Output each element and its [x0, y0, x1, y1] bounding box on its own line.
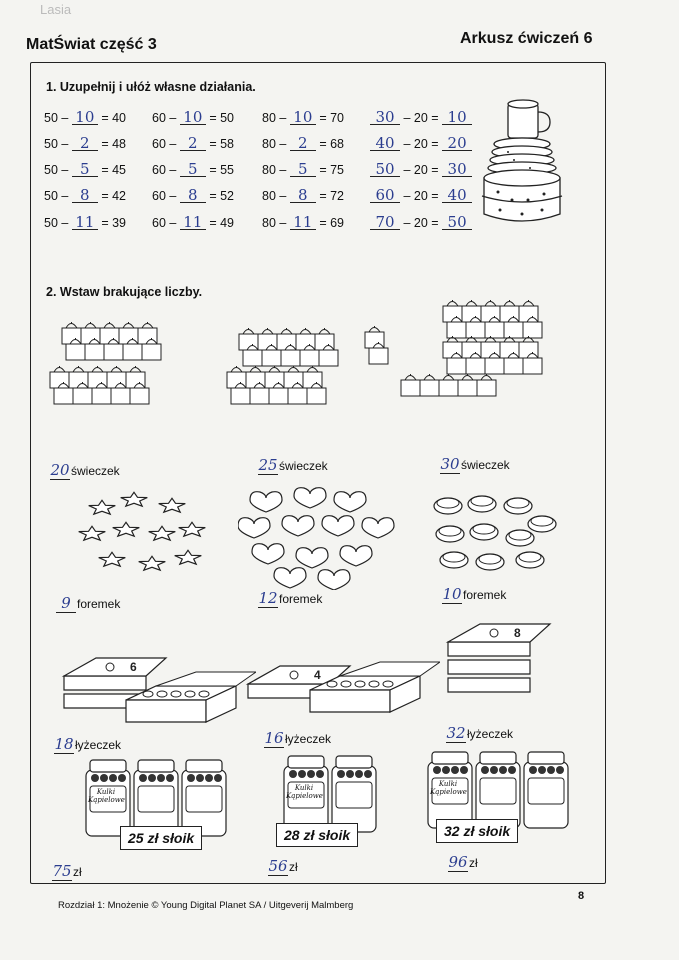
result: = 69	[319, 216, 344, 230]
result: = 72	[319, 189, 344, 203]
minuend: 80 –	[262, 163, 287, 177]
minuend: 50 –	[44, 111, 69, 125]
jar-total-2	[268, 857, 298, 876]
pencil-name: Lasia	[40, 2, 72, 17]
result: = 58	[209, 137, 234, 151]
result: = 49	[209, 216, 234, 230]
task1-title: 1. Uzupełnij i ułóż własne działania.	[46, 80, 256, 94]
box-count: 6	[130, 660, 137, 674]
answer-number[interactable]: 30	[440, 455, 460, 473]
book-title: MatŚwiat część 3	[26, 36, 157, 53]
caption-label: świeczek	[279, 459, 328, 473]
minuend-blank[interactable]: 40	[370, 136, 400, 151]
answer-number[interactable]: 16	[264, 729, 284, 747]
candles-caption-3	[440, 455, 510, 474]
spoons-caption-1	[54, 735, 121, 754]
answer-blank[interactable]: 10	[290, 110, 316, 125]
minuend: 60 –	[152, 111, 177, 125]
minuend: 50 –	[44, 189, 69, 203]
equation-col4-3	[370, 188, 472, 203]
minuend-blank[interactable]: 30	[370, 110, 400, 125]
cake-illustration	[478, 96, 574, 232]
minuend: 60 –	[152, 163, 177, 177]
currency: zł	[469, 856, 478, 870]
jar-label-2: Kulki Kąpielowe	[286, 784, 323, 800]
minuend: 50 –	[44, 163, 69, 177]
minuend: 60 –	[152, 137, 177, 151]
spoon-boxes-1	[56, 630, 256, 740]
answer-blank[interactable]: 8	[180, 188, 206, 203]
answer-number[interactable]: 9	[56, 594, 76, 613]
equation-col2-1	[152, 136, 234, 151]
equation-col2-3	[152, 188, 234, 203]
equation-col3-4	[262, 215, 344, 230]
answer-number[interactable]: 96	[448, 853, 468, 871]
spoon-boxes-3	[440, 614, 640, 724]
minuend: 60 –	[152, 189, 177, 203]
answer-number[interactable]: 32	[446, 724, 466, 742]
answer-number[interactable]: 56	[268, 857, 288, 875]
answer-blank[interactable]: 5	[290, 162, 316, 177]
equation-col3-2	[262, 162, 344, 177]
answer-blank[interactable]: 8	[290, 188, 316, 203]
answer-blank[interactable]: 11	[290, 215, 316, 230]
equation-col2-0	[152, 110, 234, 125]
result: = 75	[319, 163, 344, 177]
minuend-blank[interactable]: 60	[370, 188, 400, 203]
minuend: 50 –	[44, 137, 69, 151]
minuend: 50 –	[44, 216, 69, 230]
result: = 48	[101, 137, 126, 151]
candles-caption-2	[258, 456, 328, 475]
operation: – 20 =	[403, 216, 439, 230]
result: = 50	[209, 111, 234, 125]
result: = 70	[319, 111, 344, 125]
result: = 39	[101, 216, 126, 230]
equation-col3-0	[262, 110, 344, 125]
molds-caption-2	[258, 589, 322, 608]
result: = 52	[209, 189, 234, 203]
answer-blank[interactable]: 10	[180, 110, 206, 125]
result: = 68	[319, 137, 344, 151]
answer-blank[interactable]: 8	[72, 188, 98, 203]
spoon-boxes-2	[240, 620, 440, 730]
answer-blank[interactable]: 30	[442, 162, 472, 177]
equation-col4-1	[370, 136, 472, 151]
jar-price-tag-1: 25 zł słoik	[120, 826, 202, 850]
page-number: 8	[578, 890, 585, 902]
answer-blank[interactable]: 20	[442, 136, 472, 151]
jar-price-tag-2: 28 zł słoik	[276, 823, 358, 847]
molds-caption-1	[56, 594, 120, 613]
answer-blank[interactable]: 10	[442, 110, 472, 125]
operation: – 20 =	[403, 163, 439, 177]
answer-blank[interactable]: 11	[180, 215, 206, 230]
minuend-blank[interactable]: 70	[370, 215, 400, 230]
heart-molds	[238, 484, 398, 590]
answer-blank[interactable]: 2	[290, 136, 316, 151]
answer-blank[interactable]: 5	[180, 162, 206, 177]
currency: zł	[73, 865, 82, 879]
jar-label-3: Kulki Kąpielowe	[430, 780, 467, 796]
minuend: 80 –	[262, 137, 287, 151]
minuend: 80 –	[262, 216, 287, 230]
caption-label: łyżeczek	[75, 738, 122, 752]
result: = 42	[101, 189, 126, 203]
operation: – 20 =	[403, 189, 439, 203]
candles-caption-1	[50, 461, 120, 480]
spoons-caption-3	[446, 724, 513, 743]
star-molds	[72, 490, 222, 590]
jar-label-1: Kulki Kąpielowe	[88, 788, 125, 804]
answer-number[interactable]: 18	[54, 735, 74, 753]
caption-label: foremek	[279, 592, 323, 606]
jar-total-1	[52, 862, 82, 881]
answer-number[interactable]: 75	[52, 862, 72, 880]
operation: – 20 =	[403, 137, 439, 151]
minuend: 80 –	[262, 111, 287, 125]
spoons-caption-2	[264, 729, 331, 748]
caption-label: foremek	[463, 588, 507, 602]
result: = 55	[209, 163, 234, 177]
equation-col1-1	[44, 136, 126, 151]
equation-col1-3	[44, 188, 126, 203]
equation-col1-0	[44, 110, 126, 125]
currency: zł	[289, 860, 298, 874]
candle-boxes-2	[225, 322, 395, 452]
equation-col4-0	[370, 110, 472, 125]
equation-col4-4	[370, 215, 472, 230]
minuend: 60 –	[152, 216, 177, 230]
equation-col2-2	[152, 162, 234, 177]
equation-col2-4	[152, 215, 234, 230]
jar-total-3	[448, 853, 478, 872]
candle-boxes-1	[48, 322, 218, 452]
result: = 45	[101, 163, 126, 177]
footer-text: Rozdział 1: Mnożenie © Young Digital Planet SA / Uitgeverij Malmberg	[58, 900, 354, 911]
caption-label: świeczek	[461, 458, 510, 472]
jar-price-tag-3: 32 zł słoik	[436, 819, 518, 843]
operation: – 20 =	[403, 111, 439, 125]
answer-number[interactable]: 10	[442, 585, 462, 603]
answer-blank[interactable]: 11	[72, 215, 98, 230]
equation-col1-4	[44, 215, 126, 230]
box-count: 8	[514, 626, 521, 640]
caption-label: świeczek	[71, 464, 120, 478]
box-count: 4	[314, 668, 321, 682]
candle-boxes-3	[395, 300, 565, 430]
result: = 40	[101, 111, 126, 125]
equation-col4-2	[370, 162, 472, 177]
molds-caption-3	[442, 585, 506, 604]
answer-blank[interactable]: 2	[72, 136, 98, 151]
equation-col3-1	[262, 136, 344, 151]
minuend-blank[interactable]: 50	[370, 162, 400, 177]
ring-molds	[430, 494, 560, 586]
caption-label: łyżeczek	[285, 732, 332, 746]
equation-col1-2	[44, 162, 126, 177]
answer-blank[interactable]: 50	[442, 215, 472, 230]
answer-number[interactable]: 12	[258, 589, 278, 607]
caption-label: foremek	[77, 597, 121, 611]
minuend: 80 –	[262, 189, 287, 203]
answer-number[interactable]: 20	[50, 461, 70, 479]
answer-blank[interactable]: 10	[72, 110, 98, 125]
caption-label: łyżeczek	[467, 727, 514, 741]
equation-col3-3	[262, 188, 344, 203]
answer-blank[interactable]: 40	[442, 188, 472, 203]
task2-title: 2. Wstaw brakujące liczby.	[46, 285, 203, 299]
answer-blank[interactable]: 2	[180, 136, 206, 151]
sheet-title: Arkusz ćwiczeń 6	[460, 30, 593, 47]
answer-number[interactable]: 25	[258, 456, 278, 474]
answer-blank[interactable]: 5	[72, 162, 98, 177]
